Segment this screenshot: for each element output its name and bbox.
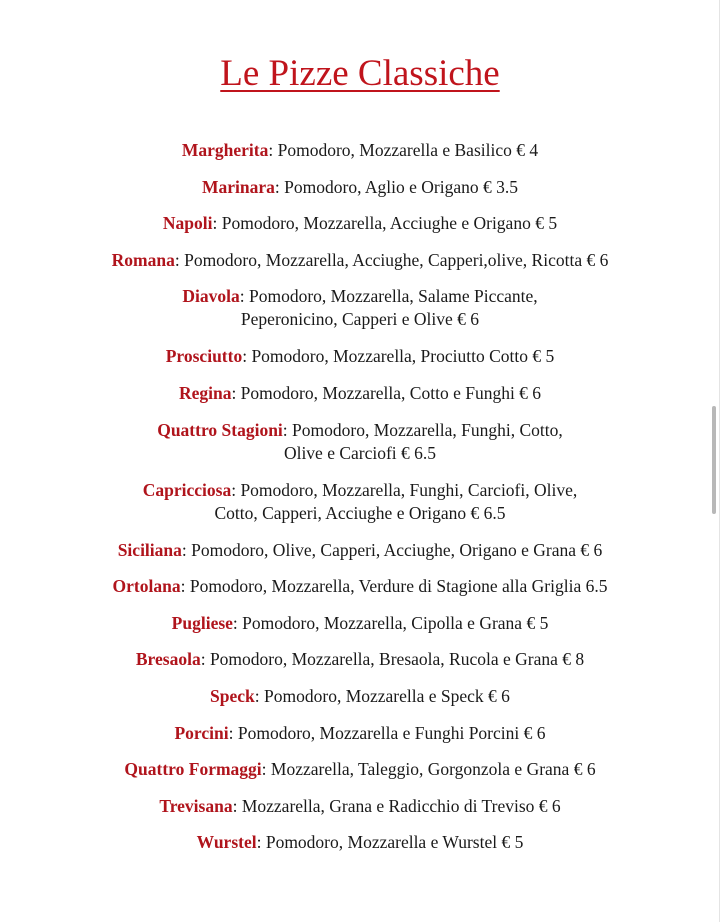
pizza-ingredients-continued: Cotto, Capperi, Acciughe e Origano € 6.5 [214, 502, 506, 523]
list-item [0, 249, 720, 272]
list-item [0, 685, 720, 708]
item-line [20, 648, 700, 671]
item-line [20, 419, 700, 442]
list-item [0, 419, 720, 465]
pizza-name: Trevisana [159, 795, 233, 816]
pizza-ingredients: : Pomodoro, Mozzarella, Salame Piccante, [239, 286, 538, 307]
page-title: Le Pizze Classiche [220, 53, 500, 94]
list-item [0, 758, 720, 781]
list-item [0, 382, 720, 405]
list-item [0, 139, 720, 162]
pizza-name: Capricciosa [142, 479, 232, 500]
pizza-ingredients: : Pomodoro, Mozzarella, Cotto e Funghi € 6 [231, 382, 542, 403]
pizza-name: Pugliese [171, 612, 233, 633]
item-line [20, 831, 700, 854]
item-line [20, 575, 700, 598]
pizza-ingredients-continued: Olive e Carciofi € 6.5 [283, 442, 437, 463]
list-item [0, 285, 720, 331]
list-item [0, 612, 720, 635]
list-item [0, 479, 720, 525]
pizza-name: Quattro Stagioni [157, 419, 283, 440]
pizza-ingredients: : Pomodoro, Mozzarella, Cipolla e Grana € 5 [232, 612, 549, 633]
pizza-ingredients: : Pomodoro, Aglio e Origano € 3.5 [274, 176, 518, 197]
list-item [0, 648, 720, 671]
list-item [0, 795, 720, 818]
list-item [0, 212, 720, 235]
pizza-name: Romana [111, 249, 175, 270]
pizza-name: Margherita [181, 140, 269, 160]
list-item [0, 176, 720, 199]
pizza-name: Siciliana [117, 539, 182, 560]
item-line [20, 249, 700, 272]
list-item [0, 345, 720, 368]
pizza-ingredients: : Pomodoro, Mozzarella e Wurstel € 5 [256, 832, 524, 853]
list-item [0, 575, 720, 598]
pizza-ingredients: : Mozzarella, Grana e Radicchio di Treviso € 6 [232, 795, 561, 816]
item-line [20, 722, 700, 745]
item-line [20, 479, 700, 502]
item-line [20, 539, 700, 562]
pizza-name: Diavola [182, 286, 240, 307]
pizza-name: Prosciutto [165, 346, 243, 367]
pizza-ingredients: : Pomodoro, Mozzarella e Speck € 6 [254, 685, 510, 706]
pizza-ingredients: : Pomodoro, Mozzarella, Funghi, Cotto, [282, 419, 563, 440]
item-line [20, 758, 700, 781]
item-line [20, 795, 700, 818]
item-line [20, 285, 700, 308]
list-item [0, 722, 720, 745]
list-item [0, 539, 720, 562]
pizza-name: Quattro Formaggi [124, 759, 262, 780]
pizza-name: Porcini [174, 722, 229, 743]
item-line [20, 612, 700, 635]
pizza-ingredients: : Pomodoro, Mozzarella, Funghi, Carciofi, Olive, [231, 479, 578, 500]
pizza-ingredients: : Pomodoro, Mozzarella, Acciughe, Capperi,olive, Ricotta € 6 [174, 249, 609, 270]
scrollbar-thumb[interactable] [712, 406, 716, 514]
pizza-ingredients: : Pomodoro, Mozzarella e Funghi Porcini € 6 [228, 722, 546, 743]
pizza-name: Wurstel [196, 832, 257, 853]
pizza-name: Bresaola [135, 649, 201, 670]
item-line [20, 139, 700, 162]
item-line [20, 685, 700, 708]
list-item [0, 831, 720, 854]
pizza-ingredients: : Pomodoro, Mozzarella, Prociutto Cotto € 5 [242, 346, 555, 367]
pizza-ingredients: : Pomodoro, Mozzarella, Acciughe e Origano € 5 [212, 213, 558, 234]
item-line [20, 212, 700, 235]
pizza-name: Napoli [162, 213, 213, 234]
pizza-ingredients: : Mozzarella, Taleggio, Gorgonzola e Grana € 6 [261, 759, 596, 780]
pizza-ingredients: : Pomodoro, Mozzarella, Bresaola, Rucola e Grana € 8 [200, 649, 585, 670]
item-line [20, 382, 700, 405]
pizza-ingredients: : Pomodoro, Mozzarella, Verdure di Stagione alla Griglia 6.5 [180, 576, 608, 597]
item-line [20, 176, 700, 199]
pizza-ingredients: : Pomodoro, Mozzarella e Basilico € 4 [268, 140, 539, 160]
pizza-name: Speck [210, 685, 255, 706]
pizza-list [0, 139, 720, 868]
pizza-name: Ortolana [112, 576, 181, 597]
pizza-ingredients-continued: Peperonicino, Capperi e Olive € 6 [240, 309, 480, 330]
item-line [20, 345, 700, 368]
pizza-name: Marinara [202, 176, 275, 197]
pizza-name: Regina [178, 382, 232, 403]
pizza-ingredients: : Pomodoro, Olive, Capperi, Acciughe, Origano e Grana € 6 [181, 539, 603, 560]
